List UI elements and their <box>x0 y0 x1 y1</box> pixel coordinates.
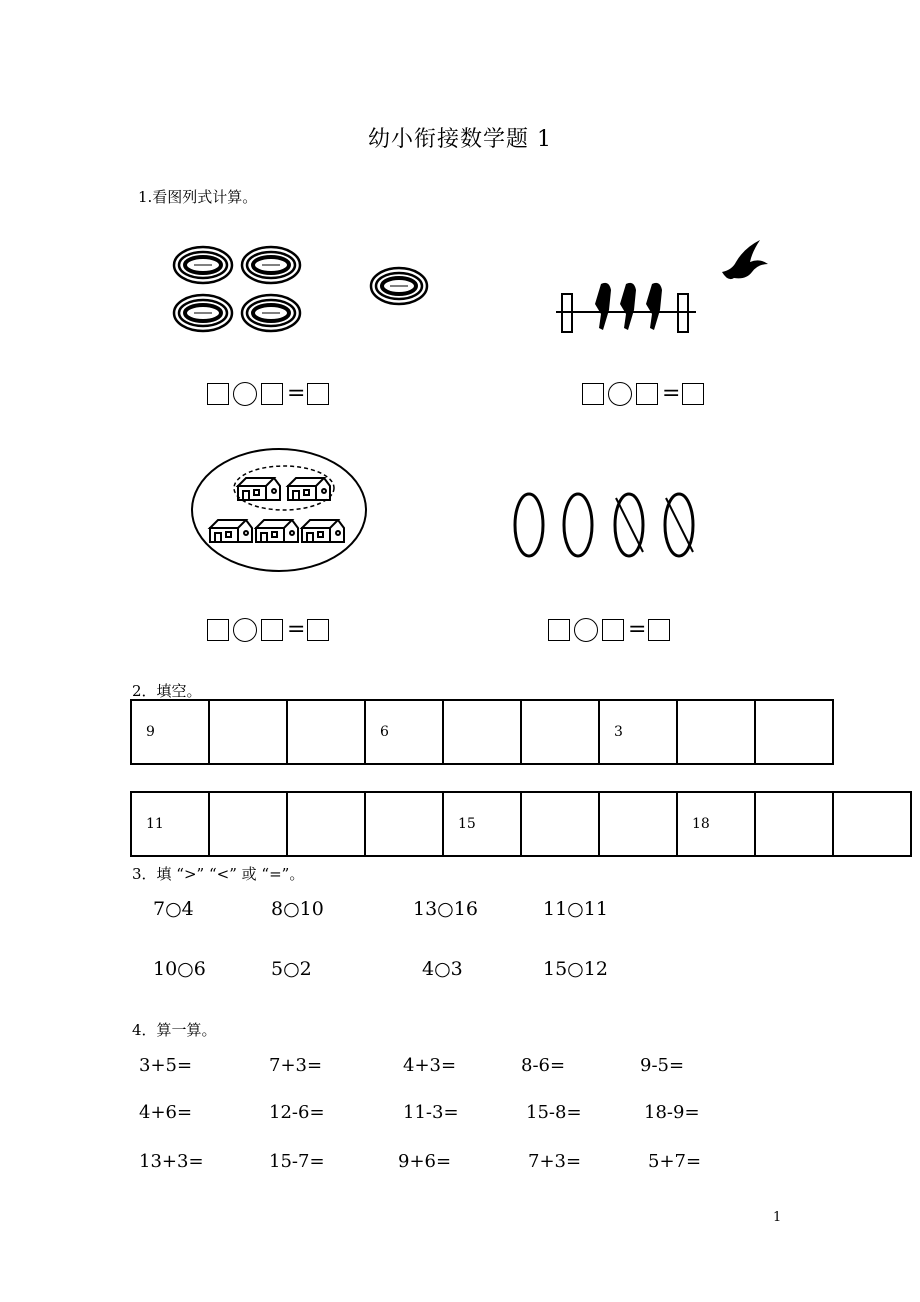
grid-cell[interactable] <box>677 700 755 764</box>
calc-item[interactable]: 12-6= <box>269 1102 325 1123</box>
grid-cell[interactable] <box>443 700 521 764</box>
equals-sign: = <box>662 381 681 406</box>
birds-picture <box>556 236 776 340</box>
operator-circle[interactable] <box>233 618 257 642</box>
calc-item[interactable]: 4+6= <box>139 1102 193 1123</box>
formula-2 <box>582 382 708 406</box>
house <box>210 520 252 542</box>
compare-item[interactable]: 8○10 <box>271 898 324 920</box>
plate <box>242 247 300 283</box>
grid-cell[interactable]: 6 <box>365 700 443 764</box>
grid-cell[interactable] <box>755 792 833 856</box>
answer-box[interactable] <box>261 619 283 641</box>
grid-cell[interactable] <box>521 700 599 764</box>
answer-box[interactable] <box>307 619 329 641</box>
operator-circle[interactable] <box>574 618 598 642</box>
section-4-heading: 4．算一算。 <box>132 1021 217 1039</box>
page-title: 幼小衔接数学题 1 <box>368 127 552 152</box>
calc-item[interactable]: 9+6= <box>398 1151 452 1172</box>
house <box>302 520 344 542</box>
calc-item[interactable]: 8-6= <box>521 1055 566 1076</box>
answer-box[interactable] <box>636 383 658 405</box>
calc-item[interactable]: 7+3= <box>528 1151 582 1172</box>
calc-item[interactable]: 9-5= <box>640 1055 685 1076</box>
compare-item[interactable]: 7○4 <box>153 898 194 920</box>
plate <box>174 247 232 283</box>
answer-box[interactable] <box>682 383 704 405</box>
page-number: 1 <box>773 1210 782 1225</box>
ovals-picture <box>510 490 700 562</box>
houses-picture <box>190 446 370 576</box>
fill-grid-2 <box>130 791 912 857</box>
grid-cell[interactable] <box>521 792 599 856</box>
operator-circle[interactable] <box>233 382 257 406</box>
compare-item[interactable]: 10○6 <box>153 958 206 980</box>
grid-cell[interactable] <box>833 792 911 856</box>
equals-sign: = <box>628 617 647 642</box>
grid-cell[interactable]: 3 <box>599 700 677 764</box>
operator-circle[interactable] <box>608 382 632 406</box>
calc-item[interactable]: 5+7= <box>648 1151 702 1172</box>
grid-cell[interactable]: 18 <box>677 792 755 856</box>
answer-box[interactable] <box>307 383 329 405</box>
grid-cell[interactable] <box>599 792 677 856</box>
calc-item[interactable]: 3+5= <box>139 1055 193 1076</box>
grid-cell[interactable]: 11 <box>131 792 209 856</box>
compare-item[interactable]: 13○16 <box>413 898 478 920</box>
grid-cell[interactable]: 9 <box>131 700 209 764</box>
grid-cell[interactable] <box>209 700 287 764</box>
calc-item[interactable]: 11-3= <box>403 1102 459 1123</box>
section-2-heading: 2．填空。 <box>132 682 202 700</box>
formula-4 <box>548 618 674 642</box>
section-1-heading: 1.看图列式计算。 <box>138 188 258 206</box>
section-3-heading: 3．填 “>” “<” 或 “=”。 <box>132 865 305 883</box>
compare-item[interactable]: 15○12 <box>543 958 608 980</box>
house <box>256 520 298 542</box>
house <box>238 478 280 500</box>
answer-box[interactable] <box>207 383 229 405</box>
formula-3 <box>207 618 333 642</box>
grid-cell[interactable] <box>365 792 443 856</box>
answer-box[interactable] <box>602 619 624 641</box>
equals-sign: = <box>287 381 306 406</box>
calc-item[interactable]: 15-7= <box>269 1151 325 1172</box>
plate <box>371 268 427 304</box>
answer-box[interactable] <box>207 619 229 641</box>
answer-box[interactable] <box>648 619 670 641</box>
calc-item[interactable]: 7+3= <box>269 1055 323 1076</box>
compare-item[interactable]: 5○2 <box>271 958 312 980</box>
plate <box>242 295 300 331</box>
calc-item[interactable]: 4+3= <box>403 1055 457 1076</box>
grid-cell[interactable] <box>287 792 365 856</box>
answer-box[interactable] <box>261 383 283 405</box>
answer-box[interactable] <box>548 619 570 641</box>
fill-grid-1 <box>130 699 834 765</box>
grid-cell[interactable] <box>755 700 833 764</box>
plates-picture <box>170 240 435 340</box>
answer-box[interactable] <box>582 383 604 405</box>
grid-cell[interactable] <box>209 792 287 856</box>
calc-item[interactable]: 15-8= <box>526 1102 582 1123</box>
grid-cell[interactable] <box>287 700 365 764</box>
grid-cell[interactable]: 15 <box>443 792 521 856</box>
calc-item[interactable]: 18-9= <box>644 1102 700 1123</box>
house <box>288 478 330 500</box>
equals-sign: = <box>287 617 306 642</box>
compare-item[interactable]: 11○11 <box>543 898 608 920</box>
plate <box>174 295 232 331</box>
calc-item[interactable]: 13+3= <box>139 1151 204 1172</box>
formula-1 <box>207 382 333 406</box>
compare-item[interactable]: 4○3 <box>422 958 463 980</box>
